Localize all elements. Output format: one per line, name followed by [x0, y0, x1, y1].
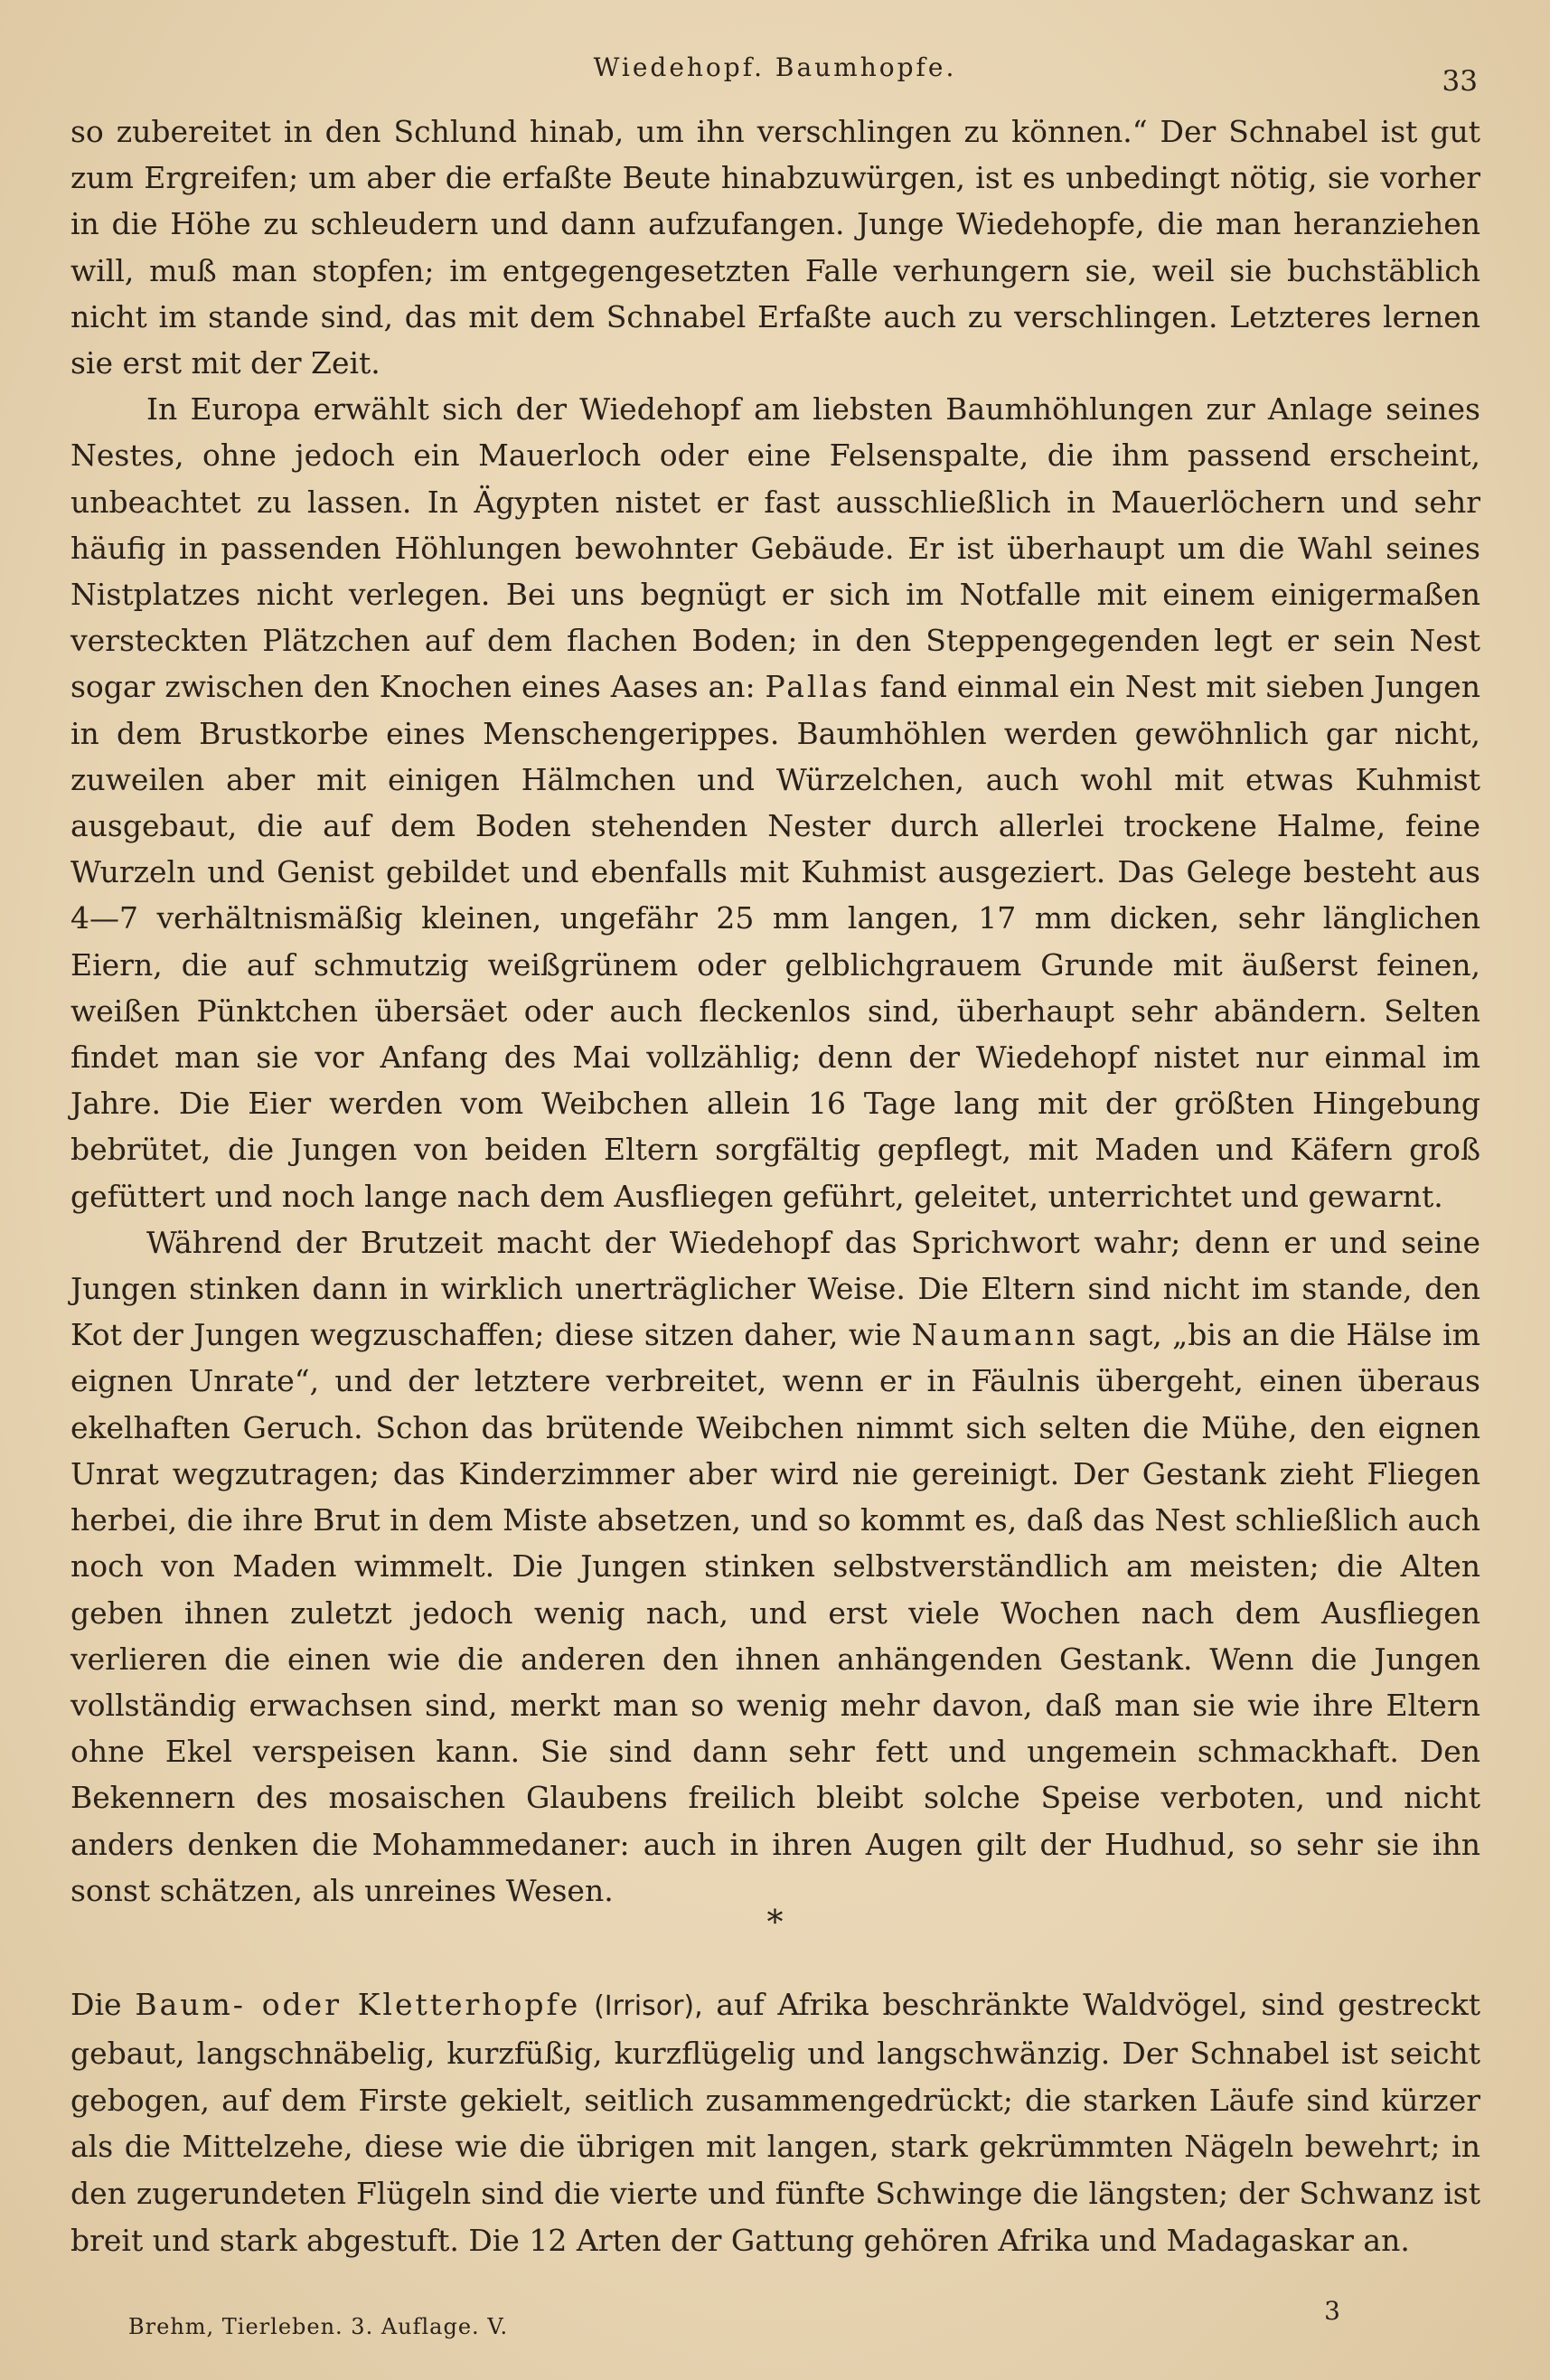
paragraph-4-text-b: auf Afrika beschränkte Waldvögel, sind gestreckt gebaut, langschnäbelig, kurzfüßig, kurzflügelig und langschwänzig. Der Schnabel ist seicht gebogen, auf dem Firste gekielt, seitlich zusammengedrückt; die starken Läufe sind kürzer als die Mittelzehe, diese wie die übrigen mit langen, stark gekrümmten Nägeln bewehrt; in den zugerundeten Flügeln sind die vierte und fünfte Schwinge die längsten; der Schwanz ist breit und stark abgestuft. Die 12 Arten der Gattung gehören Afrika und Madagaskar an.: [70, 1987, 1480, 2258]
paragraph-2: [70, 386, 1480, 1219]
section-2-text: [70, 1981, 1480, 2264]
genus-name: Baum- oder Kletterhopfe: [135, 1987, 581, 2022]
paragraph-3: [70, 1219, 1480, 1914]
person-name-pallas: Pallas: [765, 669, 870, 705]
paragraph-1: so zubereitet in den Schlund hinab, um ihn verschlingen zu können.“ Der Schnabel ist gut zum Ergreifen; um aber die erfaßte Beute hinabzuwürgen, ist es unbedingt nötig, sie vorher in die Höhe zu schleudern und dann aufzufangen. Junge Wiedehopfe, die man heranziehen will, muß man stopfen; im entgegengesetzten Falle verhungern sie, weil sie buchstäblich nicht im stande sind, das mit dem Schnabel Erfaßte auch zu verschlingen. Letzteres lernen sie erst mit der Zeit.: [70, 114, 1480, 381]
footer-imprint: Brehm, Tierleben. 3. Auflage. V.: [128, 2314, 509, 2339]
page-number: 33: [1442, 65, 1478, 98]
main-text: [70, 108, 1480, 1914]
paragraph-3-text-a: Während der Brutzeit macht der Wiedehopf das Sprichwort wahr; denn er und seine Jungen stinken dann in wirklich unerträglicher Weise. Die Eltern sind nicht im stande, den Kot der Jungen wegzuschaffen; diese sitzen daher, wie: [70, 1224, 1480, 1353]
person-name-naumann: Naumann: [911, 1317, 1078, 1353]
footer-signature: 3: [1324, 2296, 1340, 2326]
latin-name: (Irrisor),: [594, 1990, 703, 2022]
paragraph-3-text-b: sagt, „bis an die Hälse im eignen Unrate“, und der letztere verbreitet, wenn er in Fäulnis übergeht, einen überaus ekelhaften Geruch. Schon das brütende Weibchen nimmt sich selten die Mühe, den eignen Unrat wegzutragen; das Kinderzimmer aber wird nie gereinigt. Der Gestank zieht Fliegen herbei, die ihre Brut in dem Miste absetzen, und so kommt es, daß das Nest schließlich auch noch von Maden wimmelt. Die Jungen stinken selbstverständlich am meisten; die Alten geben ihnen zuletzt jedoch wenig nach, und erst viele Wochen nach dem Ausfliegen verlieren die einen wie die anderen den ihnen anhängenden Gestank. Wenn die Jungen vollständig erwachsen sind, merkt man so wenig mehr davon, daß man sie wie ihre Eltern ohne Ekel verspeisen kann. Sie sind dann sehr fett und ungemein schmackhaft. Den Bekennern des mosaischen Glaubens freilich bleibt solche Speise verboten, und nicht anders denken die Mohammedaner: auch in ihren Augen gilt der Hudhud, so sehr sie ihn sonst schätzen, als unreines Wesen.: [70, 1317, 1480, 1908]
paragraph-2-text-b: fand einmal ein Nest mit sieben Jungen in dem Brustkorbe eines Menschengerippes. Baumhöhlen werden gewöhnlich gar nicht, zuweilen aber mit einigen Hälmchen und Würzelchen, auch wohl mit etwas Kuhmist ausgebaut, die auf dem Boden stehenden Nester durch allerlei trockene Halme, feine Wurzeln und Genist gebildet und ebenfalls mit Kuhmist ausgeziert. Das Gelege besteht aus 4—7 verhältnismäßig kleinen, ungefähr 25 mm langen, 17 mm dicken, sehr länglichen Eiern, die auf schmutzig weißgrünem oder gelblichgrauem Grunde mit äußerst feinen, weißen Pünktchen übersäet oder auch fleckenlos sind, überhaupt sehr abändern. Selten findet man sie vor Anfang des Mai vollzählig; denn der Wiedehopf nistet nur einmal im Jahre. Die Eier werden vom Weibchen allein 16 Tage lang mit der größten Hingebung bebrütet, die Jungen von beiden Eltern sorgfältig gepflegt, mit Maden und Käfern groß gefüttert und noch lange nach dem Ausfliegen geführt, geleitet, unterrichtet und gewarnt.: [70, 669, 1480, 1214]
paragraph-4-text-a: Die: [70, 1987, 122, 2022]
section-separator: *: [766, 1905, 784, 1942]
paragraph-4: [70, 1981, 1480, 2264]
paragraph-2-text-a: In Europa erwählt sich der Wiedehopf am liebsten Baumhöhlungen zur Anlage seines Nestes, ohne jedoch ein Mauerloch oder eine Felsenspalte, die ihm passend erscheint, unbeachtet zu lassen. In Ägypten nistet er fast ausschließlich in Mauerlöchern und sehr häufig in passenden Höhlungen bewohnter Gebäude. Er ist überhaupt um die Wahl seines Nistplatzes nicht verlegen. Bei uns begnügt er sich im Notfalle mit einem einigermaßen versteckten Plätzchen auf dem flachen Boden; in den Steppengegenden legt er sein Nest sogar zwischen den Knochen eines Aases an:: [70, 391, 1480, 705]
running-head: Wiedehopf. Baumhopfe.: [593, 52, 957, 82]
